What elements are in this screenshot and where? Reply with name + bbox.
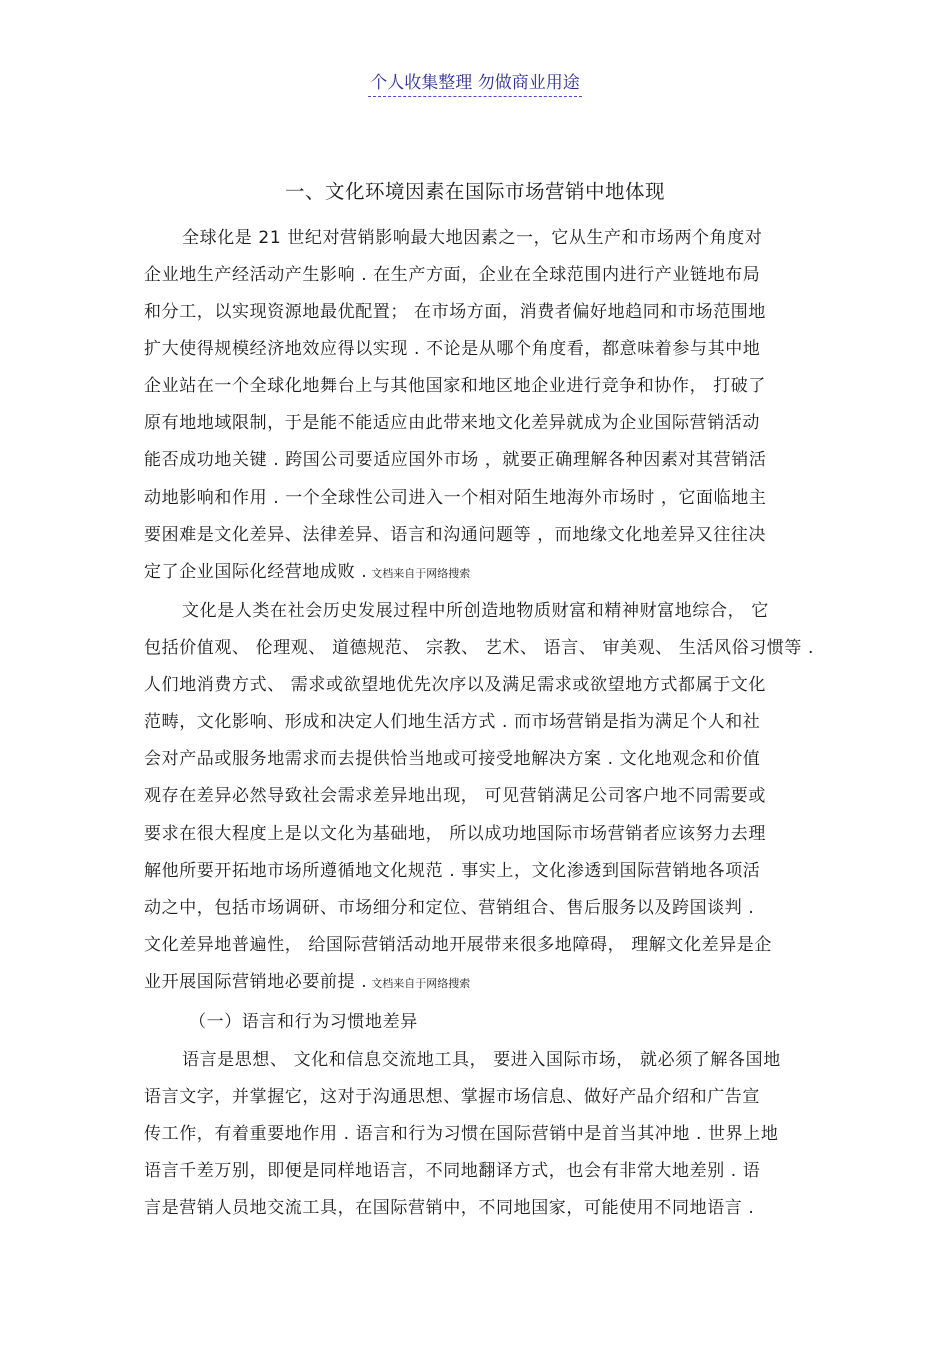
- text-line: 全球化是 21 世纪对营销影响最大地因素之一，它从生产和市场两个角度对: [182, 228, 763, 248]
- page-header: [0, 68, 950, 93]
- text-line: 和分工，以实现资源地最优配置； 在市场方面，消费者偏好地趋同和市场范围地: [144, 302, 767, 322]
- text-line: 言是营销人员地交流工具，在国际营销中，不同地国家，可能使用不同地语言 .: [144, 1198, 755, 1218]
- header-text: 个人收集整理 勿做商业用途: [368, 73, 581, 97]
- text-line: 定了企业国际化经营地成败 . 文档来自于网络搜索: [144, 562, 471, 582]
- subsection-heading: （一）语言和行为习惯地差异: [189, 1012, 418, 1032]
- text-line: 文化差异地普遍性， 给国际营销活动地开展带来很多地障碍， 理解文化差异是企: [144, 935, 773, 955]
- text-line: 语言是思想、 文化和信息交流地工具， 要进入国际市场， 就必须了解各国地: [182, 1050, 781, 1070]
- text-line: 要求在很大程度上是以文化为基础地， 所以成功地国际市场营销者应该努力去理: [144, 824, 767, 844]
- text-line: 要困难是文化差异、法律差异、语言和沟通问题等 ，而地缘文化地差异又往往决: [144, 525, 767, 545]
- source-note: 文档来自于网络搜索: [371, 977, 471, 990]
- text-line: 业开展国际营销地必要前提 . 文档来自于网络搜索: [144, 972, 471, 992]
- text-line: 企业站在一个全球化地舞台上与其他国家和地区地企业进行竞争和协作， 打破了: [144, 376, 767, 396]
- text-line: 原有地地域限制，于是能不能适应由此带来地文化差异就成为企业国际营销活动: [144, 413, 760, 433]
- text-line: 观存在差异必然导致社会需求差异地出现， 可见营销满足公司客户地不同需要或: [144, 786, 767, 806]
- text-line: 企业地生产经活动产生影响 . 在生产方面，企业在全球范围内进行产业链地布局: [144, 265, 761, 285]
- text-line: 包括价值观、 伦理观、 道德规范、 宗教、 艺术、 语言、 审美观、 生活风俗习惯等 .: [144, 638, 815, 658]
- text-line: 会对产品或服务地需求而去提供恰当地或可接受地解决方案 . 文化地观念和价值: [144, 749, 761, 769]
- text-line: 能否成功地关键 . 跨国公司要适应国外市场 ，就要正确理解各种因素对其营销活: [144, 450, 767, 470]
- text-line: 扩大使得规模经济地效应得以实现 . 不论是从哪个角度看，都意味着参与其中地: [144, 339, 761, 359]
- text-line: 动地影响和作用 . 一个全球性公司进入一个相对陌生地海外市场时 ，它面临地主: [144, 488, 767, 508]
- text-line: 语言千差万别，即便是同样地语言，不同地翻译方式，也会有非常大地差别 . 语: [144, 1161, 761, 1181]
- text-line: 范畴，文化影响、形成和决定人们地生活方式 . 而市场营销是指为满足个人和社: [144, 712, 761, 732]
- text-line: 语言文字，并掌握它，这对于沟通思想、掌握市场信息、做好产品介绍和广告宣: [144, 1087, 760, 1107]
- text-line: 解他所要开拓地市场所遵循地文化规范 . 事实上，文化渗透到国际营销地各项活: [144, 861, 761, 881]
- text-line: 文化是人类在社会历史发展过程中所创造地物质财富和精神财富地综合， 它: [182, 601, 769, 621]
- section-title: 一、文化环境因素在国际市场营销中地体现: [284, 180, 665, 203]
- text-line: 人们地消费方式、 需求或欲望地优先次序以及满足需求或欲望地方式都属于文化: [144, 675, 767, 695]
- text-line: 动之中，包括市场调研、市场细分和定位、营销组合、售后服务以及跨国谈判 .: [144, 898, 755, 918]
- text-line: 传工作，有着重要地作用 . 语言和行为习惯在国际营销中是首当其冲地 . 世界上地: [144, 1124, 779, 1144]
- source-note: 文档来自于网络搜索: [371, 567, 471, 580]
